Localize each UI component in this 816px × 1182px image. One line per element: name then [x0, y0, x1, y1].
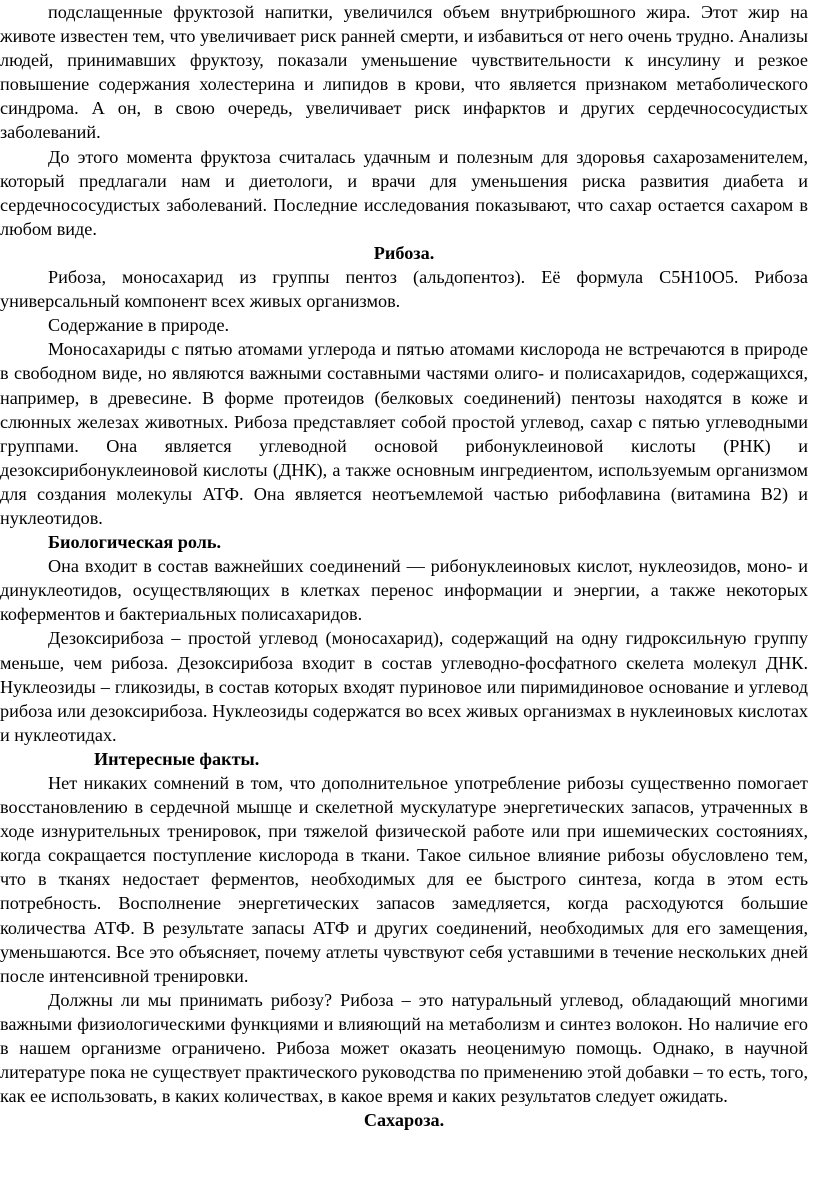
- paragraph-nature-content-label: Содержание в природе.: [48, 315, 230, 336]
- paragraph-ribose-definition: Рибоза, моносахарид из группы пентоз (альдопентоз). Её формула C5H10O5. Рибоза универсальный компонент всех живых организмов.: [0, 267, 808, 312]
- paragraph-biological-role: Она входит в состав важнейших соединений — рибонуклеиновых кислот, нуклеозидов, моно- и динуклеотидов, осуществляющих в клетках перенос информации и энергии, а также некоторых коферментов и бактериальных полисахаридов.: [0, 556, 808, 625]
- paragraph-monosaccharides: Моносахариды с пятью атомами углерода и пятью атомами кислорода не встречаются в природе в свободном виде, но являются важными составными частями олиго- и полисахаридов, содержащихся, например, в древесине. В форме протеидов (белковых соединений) пентозы находятся в коже и слюнных железах животных. Рибоза представляет собой простой углевод, сахар с пятью углеводными группами. Она является углеводной основой рибонуклеиновой кислоты (РНК) и дезоксирибонуклеиновой кислоты (ДНК), а также основным ингредиентом, используемым организмом для создания молекулы АТФ. Она является неотъемлемой частью рибофлавина (витамина B2) и нуклеотидов.: [0, 339, 808, 528]
- heading-ribose: Рибоза.: [373, 242, 435, 263]
- paragraph-ribose-recovery: Нет никаких сомнений в том, что дополнительное употребление рибозы существенно помогает восстановлению в сердечной мышце и скелетной мускулатуре энергетических запасов, утраченных в ходе изнурительных тренировок, при тяжелой физической работе или при ишемических состояниях, когда сокращается поступление кислорода в ткани. Такое сильное влияние рибозы обусловлено тем, что в тканях недостает ферментов, необходимых для ее быстрого синтеза, когда в этом есть потребность. Восполнение энергетических запасов замедляется, когда расходуются большие количества АТФ. В результате запасы АТФ и других соединений, необходимых для его замещения, уменьшаются. Все это объясняет, почему атлеты чувствуют себя уставшими в течение нескольких дней после интенсивной тренировки.: [0, 773, 808, 986]
- heading-interesting-facts: Интересные факты.: [94, 748, 260, 769]
- paragraph-fructose-summary: До этого момента фруктоза считалась удачным и полезным для здоровья сахарозаменителем, который предлагали нам и диетологи, и врачи для уменьшения риска развития диабета и сердечнососудистых заболеваний. Последние исследования показывают, что сахар остается сахаром в любом виде.: [0, 146, 808, 239]
- paragraph-deoxyribose: Дезоксирибоза – простой углевод (моносахарид), содержащий на одну гидроксильную группу меньше, чем рибоза. Дезоксирибоза входит в состав углеводно-фосфатного скелета молекул ДНК. Нуклеозиды – гликозиды, в состав которых входят пуриновое или пиримидиновое основание и углевод рибоза или дезоксирибоза. Нуклеозиды содержатся во всех живых организмах в нуклеиновых кислотах и нуклеотидах.: [0, 628, 808, 745]
- paragraph-fructose-effects: подслащенные фруктозой напитки, увеличился объем внутрибрюшного жира. Этот жир на животе известен тем, что увеличивает риск ранней смерти, и избавиться от него очень трудно. Анализы людей, принимавших фруктозу, показали уменьшение чувствительности к инсулину и резкое повышение содержания холестерина и липидов в крови, что является признаком метаболического синдрома. А он, в свою очередь, увеличивает риск инфарктов и других сердечнососудистых заболеваний.: [0, 2, 808, 143]
- heading-biological-role: Биологическая роль.: [48, 532, 222, 553]
- heading-sucrose: Сахароза.: [363, 1110, 445, 1131]
- paragraph-should-we-take-ribose: Должны ли мы принимать рибозу? Рибоза – это натуральный углевод, обладающий многими важными физиологическими функциями и влияющий на метаболизм и синтез волокон. Но наличие его в нашем организме ограничено. Рибоза может оказать неоценимую помощь. Однако, в научной литературе пока не существует практического руководства по применению этой добавки – то есть, того, как ее использовать, в каких количествах, в какое время и каких результатов следует ожидать.: [0, 989, 808, 1107]
